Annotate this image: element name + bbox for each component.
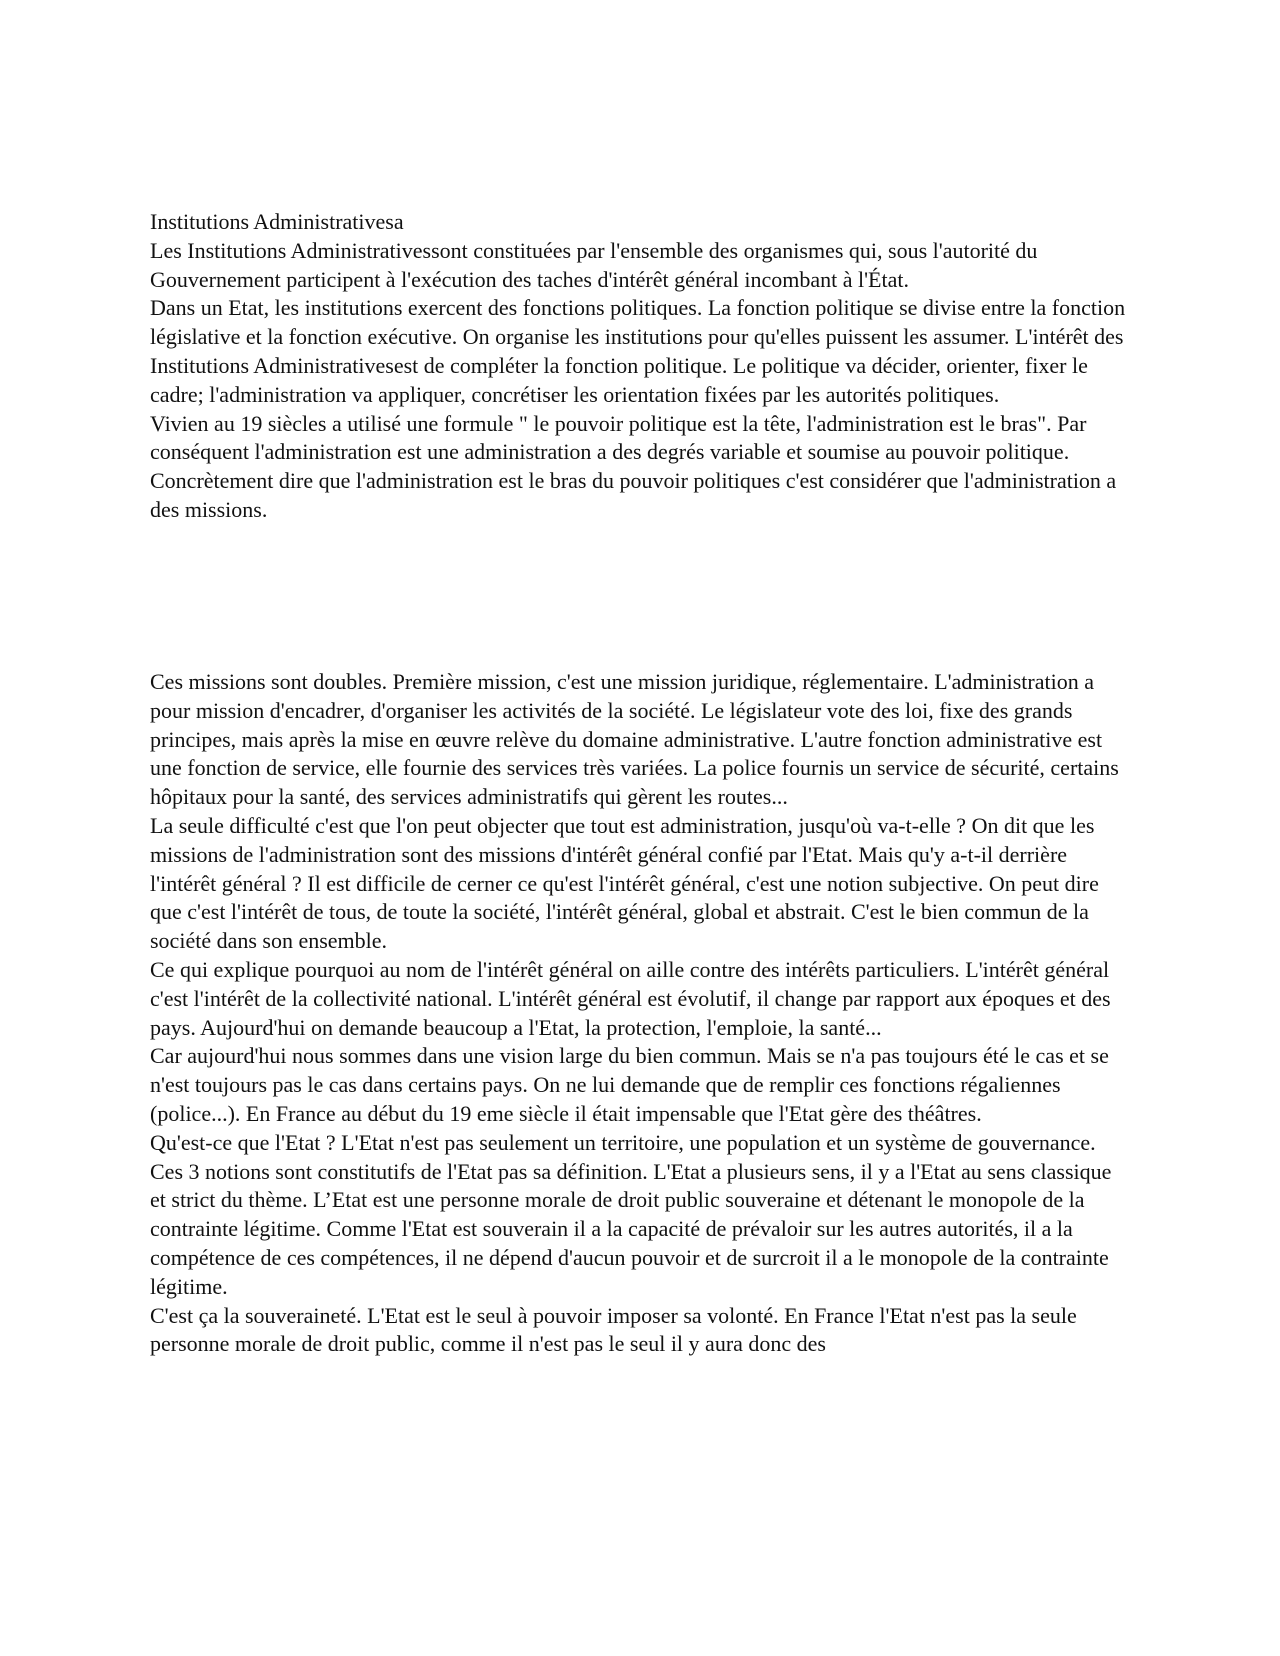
paragraph: La seule difficulté c'est que l'on peut objecter que tout est administration, jusqu'où va-t-elle ? On dit que les missions de l'administration sont des missions d'intérêt général confié par l'Etat. Mais qu'y a-t-il derrière l'intérêt général ? Il est difficile de cerner ce qu'est l'intérêt général, c'est une notion subjective. On peut dire que c'est l'intérêt de tous, de toute la société, l'intérêt général, global et abstrait. C'est le bien commun de la société dans son ensemble. — [150, 812, 1099, 954]
document-title: Institutions Administrativesa — [150, 209, 404, 234]
paragraph: Dans un Etat, les institutions exercent des fonctions politiques. La fonction politique se divise entre la fonction législative et la fonction exécutive. On organise les institutions pour qu'elles puissent les assumer. L'intérêt des Institutions Administrativesest de compléter la fonction politique. Le politique va décider, orienter, fixer le cadre; l'administration va appliquer, concrétiser les orientation fixées par les autorités politiques. — [150, 295, 1126, 407]
text-block-top — [150, 208, 1130, 525]
paragraph: Ces missions sont doubles. Première mission, c'est une mission juridique, réglementaire. L'administration a pour mission d'encadrer, d'organiser les activités de la société. Le législateur vote des loi, fixe des grands principes, mais après la mise en œuvre relève du domaine administrative. L'autre fonction administrative est une fonction de service, elle fournie des services très variées. La police fournis un service de sécurité, certains hôpitaux pour la santé, des services administratifs qui gèrent les routes... — [150, 669, 1119, 810]
paragraph: Qu'est-ce que l'Etat ? L'Etat n'est pas seulement un territoire, une population et un système de gouvernance. Ces 3 notions sont constitutifs de l'Etat pas sa définition. L'Etat a plusieurs sens, il y a l'Etat au sens classique et strict du thème. L’Etat est une personne morale de droit public souveraine et détenant le monopole de la contrainte légitime. Comme l'Etat est souverain il a la capacité de prévaloir sur les autres autorités, il a la compétence de ces compétences, il ne dépend d'aucun pouvoir et de surcroit il a le monopole de la contrainte légitime. — [150, 1129, 1112, 1299]
text-block-bottom — [150, 668, 1130, 1359]
paragraph: Vivien au 19 siècles a utilisé une formule " le pouvoir politique est la tête, l'administration est le bras". Par conséquent l'administration est une administration a des degrés variable et soumise au pouvoir politique. Concrètement dire que l'administration est le bras du pouvoir politiques c'est considérer que l'administration a des missions. — [150, 410, 1117, 522]
paragraph: Car aujourd'hui nous sommes dans une vision large du bien commun. Mais se n'a pas toujours été le cas et se n'est toujours pas le cas dans certains pays. On ne lui demande que de remplir ces fonctions régaliennes (police...). En France au début du 19 eme siècle il était impensable que l'Etat gère des théâtres. — [150, 1043, 1109, 1126]
paragraph: Les Institutions Administrativessont constituées par l'ensemble des organismes qui, sous l'autorité du Gouvernement participent à l'exécution des taches d'intérêt général incombant à l'État. — [150, 237, 1038, 292]
paragraph: C'est ça la souveraineté. L'Etat est le seul à pouvoir imposer sa volonté. En France l'Etat n'est pas la seule personne morale de droit public, comme il n'est pas le seul il y aura donc des — [150, 1302, 1077, 1357]
paragraph: Ce qui explique pourquoi au nom de l'intérêt général on aille contre des intérêts particuliers. L'intérêt général c'est l'intérêt de la collectivité national. L'intérêt général est évolutif, il change par rapport aux époques et des pays. Aujourd'hui on demande beaucoup a l'Etat, la protection, l'emploie, la santé... — [150, 956, 1111, 1040]
